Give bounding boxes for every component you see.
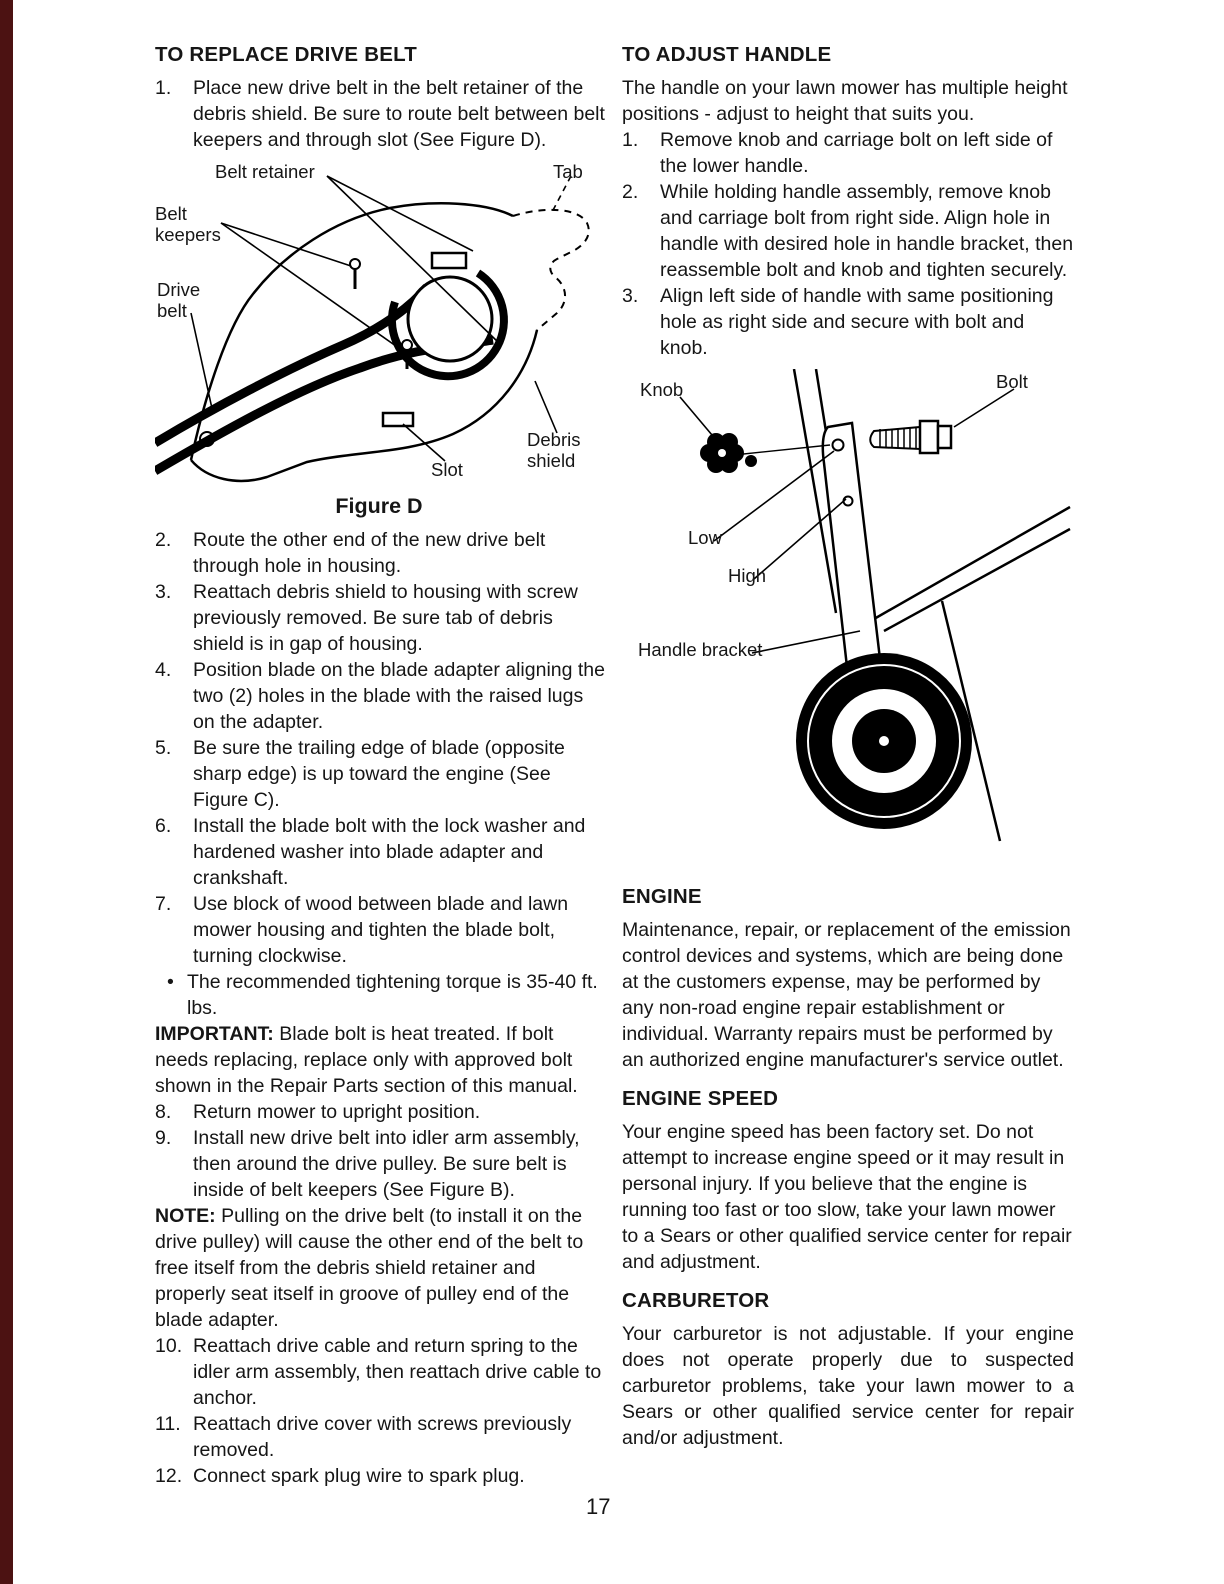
list-item: [155, 1411, 605, 1463]
figure-d-label-belt-keepers: Belt keepers: [155, 203, 221, 245]
list-item-number: 8.: [155, 1101, 172, 1123]
list-item: [155, 1125, 605, 1203]
list-item-number: 3.: [155, 581, 172, 603]
list-item-number: 12.: [155, 1465, 183, 1487]
page-edge-shadow: [0, 0, 13, 1584]
list-item-number: 6.: [155, 815, 172, 837]
list-item-number: 1.: [155, 77, 172, 99]
list-item: [155, 527, 605, 579]
list-item-text: Install the blade bolt with the lock washer and hardened washer into blade adapter and crankshaft.: [193, 815, 586, 889]
engine-body: Maintenance, repair, or replacement of the emission control devices and systems, which are being done at the customers expense, may be performed by any non-road engine repair establishment or individual. Warranty repairs must be performed by an authorized engine manufacturer's service outlet.: [622, 919, 1071, 1071]
list-item-text: Return mower to upright position.: [193, 1101, 481, 1123]
handle-label-low: Low: [688, 527, 722, 548]
handle-label-knob: Knob: [640, 379, 684, 400]
list-item: [155, 1333, 605, 1411]
figure-d-label-debris-shield: Debris shield: [527, 429, 581, 471]
list-item: [155, 891, 605, 969]
section-heading-engine-speed: ENGINE SPEED: [622, 1087, 779, 1110]
figure-d: [155, 161, 605, 523]
figure-d-caption: Figure D: [335, 494, 423, 518]
list-item-number: 5.: [155, 737, 172, 759]
list-item: [155, 579, 605, 657]
list-item-text: Reattach drive cover with screws previously removed.: [193, 1413, 572, 1461]
list-item: [155, 735, 605, 813]
list-item-text: Reattach drive cable and return spring to the idler arm assembly, then reattach drive cable to anchor.: [193, 1335, 602, 1409]
list-item-text: Position blade on the blade adapter aligning the two (2) holes in the blade with the raised lugs on the adapter.: [193, 659, 605, 733]
handle-figure-drawing: [622, 369, 1074, 869]
list-item-number: 1.: [622, 129, 639, 151]
figure-d-label-drive-belt: Drive belt: [157, 279, 201, 321]
list-item-text: Connect spark plug wire to spark plug.: [193, 1465, 525, 1487]
list-item-number: 9.: [155, 1127, 172, 1149]
carburetor-body: Your carburetor is not adjustable. If your engine does not operate properly due to suspected carburetor problems, take your lawn mower to a Sears or other qualified service center for repair and/or adjustment.: [622, 1323, 1074, 1449]
list-item-number: 10.: [155, 1335, 183, 1357]
figure-d-label-slot: Slot: [431, 459, 463, 480]
important-label: IMPORTANT:: [155, 1023, 274, 1045]
list-item: [622, 127, 1074, 179]
handle-figure: [622, 369, 1074, 871]
list-item-text: Be sure the trailing edge of blade (opposite sharp edge) is up toward the engine (See Figure C).: [193, 737, 565, 811]
list-item: [622, 283, 1074, 361]
handle-label-bolt: Bolt: [996, 371, 1028, 392]
list-item-text: Install new drive belt into idler arm assembly, then around the drive pulley. Be sure belt is inside of belt keepers (See Figure B).: [193, 1127, 580, 1201]
list-item: [622, 179, 1074, 283]
figure-d-label-belt-retainer: Belt retainer: [215, 161, 315, 182]
note-text: Pulling on the drive belt (to install it on the drive pulley) will cause the other end of the belt to free itself from the debris shield retainer and properly seat itself in groove of pulley end of the blade adapter.: [155, 1205, 584, 1331]
list-item-text: Reattach debris shield to housing with screw previously removed. Be sure tab of debris shield is in gap of housing.: [193, 581, 578, 655]
list-item-number: 4.: [155, 659, 172, 681]
left-column: [155, 42, 605, 1489]
important-note: [155, 1021, 605, 1099]
list-item-number: 7.: [155, 893, 172, 915]
list-item-text: Align left side of handle with same positioning hole as right side and secure with bolt and knob.: [660, 285, 1054, 359]
bullet-marker: •: [167, 971, 174, 993]
list-item-text: Use block of wood between blade and lawn mower housing and tighten the blade bolt, turning clockwise.: [193, 893, 569, 967]
list-item-number: 2.: [155, 529, 172, 551]
section-heading-replace-drive-belt: TO REPLACE DRIVE BELT: [155, 43, 417, 66]
list-item-text: Place new drive belt in the belt retainer of the debris shield. Be sure to route belt between belt keepers and through slot (See Figure D).: [193, 77, 605, 151]
note-label: NOTE:: [155, 1205, 216, 1227]
section-heading-engine: ENGINE: [622, 885, 702, 908]
list-item: [155, 1463, 605, 1489]
section-heading-carburetor: CARBURETOR: [622, 1289, 770, 1312]
list-item-number: 3.: [622, 285, 639, 307]
list-item-text: While holding handle assembly, remove knob and carriage bolt from right side. Align hole in handle with desired hole in handle bracket, then reassemble bolt and knob and tighten securely.: [660, 181, 1074, 281]
list-item-text: Route the other end of the new drive belt through hole in housing.: [193, 529, 546, 577]
note-paragraph: [155, 1203, 605, 1333]
right-column: [622, 42, 1074, 1451]
handle-label-high: High: [728, 565, 767, 586]
list-item: [155, 813, 605, 891]
list-item-number: 2.: [622, 181, 639, 203]
engine-speed-body: Your engine speed has been factory set. Do not attempt to increase engine speed or it may result in personal injury. If you believe that the engine is running too fast or too slow, take your lawn mower to a Sears or other qualified service center for repair and adjustment.: [622, 1121, 1072, 1273]
list-item-text: Remove knob and carriage bolt on left side of the lower handle.: [660, 129, 1053, 177]
figure-d-label-tab: Tab: [553, 161, 583, 182]
important-text: Blade bolt is heat treated. If bolt needs replacing, replace only with approved bolt shown in the Repair Parts section of this manual.: [155, 1023, 578, 1097]
bullet-item: [155, 969, 605, 1021]
adjust-handle-intro: The handle on your lawn mower has multiple height positions - adjust to height that suits you.: [622, 77, 1068, 125]
page-number: 17: [586, 1494, 611, 1519]
list-item-number: 11.: [155, 1413, 181, 1435]
handle-label-handle-bracket: Handle bracket: [638, 639, 763, 660]
section-heading-adjust-handle: TO ADJUST HANDLE: [622, 43, 832, 66]
list-item: [155, 657, 605, 735]
list-item: [155, 1099, 605, 1125]
bullet-text: The recommended tightening torque is 35-40 ft. lbs.: [187, 971, 598, 1019]
list-item: [155, 75, 605, 153]
